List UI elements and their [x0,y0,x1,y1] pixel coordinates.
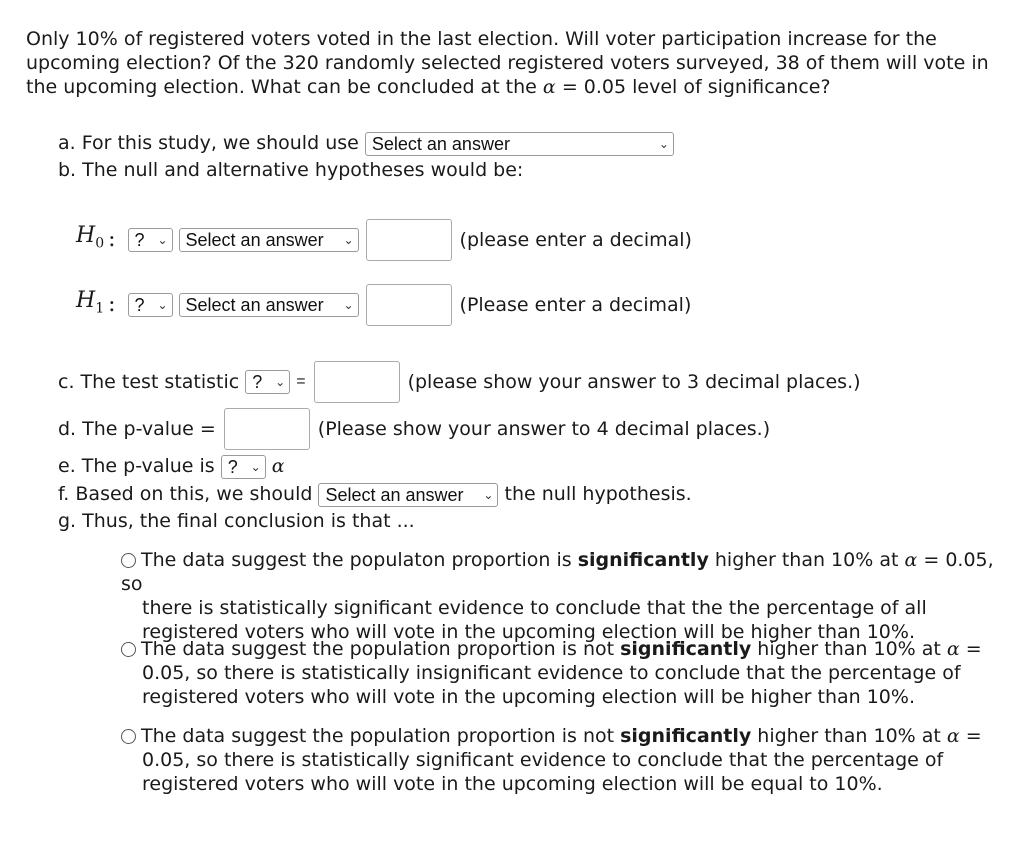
option-3-alpha: α [946,725,960,747]
part-e-alpha: α [271,455,285,477]
part-c-hint: (please show your answer to 3 decimal places.) [407,371,861,393]
chevron-down-icon: ⌄ [343,233,354,247]
option-2-line-3: registered voters who will vote in the upcoming election will be higher than 10%. [142,686,915,708]
test-statistic-select-value: ? [252,372,263,392]
h1-label: $H_1$ [76,288,105,317]
part-e [58,454,285,479]
option-3-line-2: 0.05, so there is statistically significant evidence to conclude that the percentage of [142,749,944,771]
part-a-label: a. For this study, we should use [58,132,359,154]
h0-parameter-value: Select an answer [185,230,324,250]
alpha-symbol: α [542,76,556,98]
h1-colon: : [108,292,116,317]
option-3-line-1: The data suggest the population proportion is not significantly higher than 10% at α = [121,724,1006,748]
h1-value-input[interactable] [366,284,452,326]
chevron-down-icon: ⌄ [275,375,286,389]
conclusion-option-1[interactable] [121,548,1006,644]
part-c-label: c. The test statistic [58,371,240,393]
part-f [58,482,692,507]
part-b-label: b. The null and alternative hypotheses would be: [58,159,524,181]
question-line-3-post: = 0.05 level of significance? [561,76,831,98]
chevron-down-icon: ⌄ [157,298,168,312]
option-1-line-3: registered voters who will vote in the upcoming election will be higher than 10%. [142,621,915,643]
p-value-comparison-value: ? [227,456,238,477]
h0-parameter-select[interactable] [179,228,359,252]
h0-value-input[interactable] [366,219,452,261]
part-a [58,131,674,156]
chevron-down-icon: ⌄ [157,233,168,247]
option-2-bold: significantly [620,638,752,660]
h0-operator-select[interactable] [128,228,173,252]
test-statistic-select[interactable] [245,370,290,394]
chevron-down-icon: ⌄ [658,136,669,151]
h0-row [76,222,692,258]
radio-icon[interactable] [121,729,136,744]
h0-label: $H_0$ [76,223,105,252]
conclusion-option-3[interactable] [121,724,1006,796]
chevron-down-icon: ⌄ [483,487,494,502]
decision-select-value: Select an answer [325,484,464,505]
h1-parameter-value: Select an answer [185,295,324,315]
part-d [58,408,770,450]
h1-row [76,287,691,323]
option-2-line-1: The data suggest the population proportion is not significantly higher than 10% at α = [121,637,1006,661]
option-3-bold: significantly [620,725,752,747]
option-2-alpha: α [946,638,960,660]
part-f-suffix: the null hypothesis. [504,483,692,505]
part-g-label: g. Thus, the final conclusion is that ... [58,510,415,532]
part-c [58,361,861,403]
option-1-line-2: there is statistically significant evidence to conclude that the the percentage of all [142,597,927,619]
option-2-line-2: 0.05, so there is statistically insignificant evidence to conclude that the percentage of [142,662,961,684]
h1-operator-select[interactable] [128,293,173,317]
chevron-down-icon: ⌄ [250,459,261,474]
conclusion-option-2[interactable] [121,637,1006,709]
part-c-equals: = [296,373,306,390]
h1-operator-value: ? [134,295,145,315]
question-line-2: upcoming election? Of the 320 randomly selected registered voters surveyed, 38 of them will vote in [26,52,989,74]
part-f-label: f. Based on this, we should [58,483,313,505]
part-d-hint: (Please show your answer to 4 decimal places.) [317,418,771,440]
part-e-label: e. The p-value is [58,455,215,477]
h1-parameter-select[interactable] [179,293,359,317]
h1-hint: (Please enter a decimal) [459,294,692,316]
chevron-down-icon: ⌄ [343,298,354,312]
h0-operator-value: ? [134,230,145,250]
option-1-alpha: α [904,549,918,571]
option-1-line-1: The data suggest the populaton proportion is significantly higher than 10% at α = 0.05, so [121,549,994,595]
h0-hint: (please enter a decimal) [459,229,692,251]
study-type-select-value: Select an answer [371,133,510,154]
study-type-select[interactable] [365,132,674,156]
p-value-comparison-select[interactable] [221,455,266,479]
radio-icon[interactable] [121,642,136,657]
question-text [26,27,1001,99]
radio-icon[interactable] [121,553,136,568]
p-value-input[interactable] [224,408,310,450]
question-line-3 [26,75,1001,99]
question-line-1: Only 10% of registered voters voted in the last election. Will voter participation increase for the [26,28,937,50]
test-statistic-input[interactable] [314,361,400,403]
h0-colon: : [108,227,116,252]
option-3-line-3: registered voters who will vote in the upcoming election will be equal to 10%. [142,773,883,795]
question-line-3-pre: the upcoming election. What can be concluded at the [26,76,537,98]
decision-select[interactable] [318,483,498,507]
option-1-bold: significantly [577,549,709,571]
part-d-label: d. The p-value = [58,418,216,440]
